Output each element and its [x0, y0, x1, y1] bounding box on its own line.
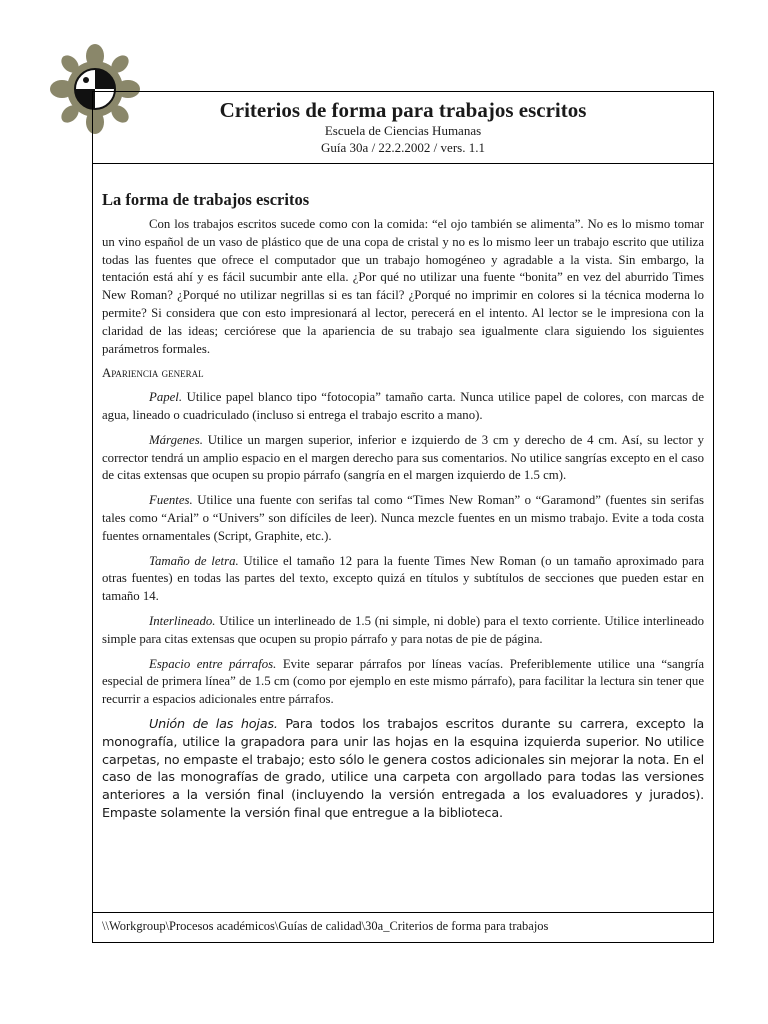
item-paper [102, 389, 704, 425]
item-term: Interlineado. [149, 613, 216, 628]
item-paragraph-spacing [102, 656, 704, 709]
item-term: Márgenes. [149, 432, 203, 447]
item-term: Tamaño de letra. [149, 553, 239, 568]
subsection-heading: Apariencia general [102, 366, 204, 381]
document-title: Criterios de forma para trabajos escritos [219, 98, 587, 122]
file-path-footer: \\Workgroup\Procesos académicos\Guías de calidad\30a_Criterios de forma para trabajos [93, 912, 713, 942]
item-term: Fuentes. [149, 493, 193, 508]
item-text: Para todos los trabajos escritos durante su carrera, excepto la monografía, utilice la grapadora para unir las hojas en la esquina izquierda superior. No utilice carpetas, no empaste el trabajo; esto sólo le genera costos adicionales sin mejorar la nota. En el caso de las monografías de grado, utilice una carpeta con argollado para todas las versiones anteriores a la versión final (incluyendo la versión entregada a los evaluadores y jurados). Empaste solamente la versión final que entregue a la biblioteca. [102, 716, 704, 821]
item-margins [102, 432, 704, 485]
item-text: Utilice un margen superior, inferior e izquierdo de 3 cm y derecho de 4 cm. Así, su lector y corrector tendrá un amplio espacio en el margen derecho para sus comentarios. No utilice sangrías excepto en el caso de citas extensas que ocupen su propio párrafo (sangría en el margen izquierdo de 1.5 cm). [102, 432, 704, 483]
item-text: Utilice papel blanco tipo “fotocopia” tamaño carta. Nunca utilice papel de colores, con marcas de agua, lineado o cuadriculado (incluso si entrega el trabajo escrito a mano). [102, 390, 704, 422]
item-text: Evite separar párrafos por líneas vacías. Preferiblemente utilice una “sangría especial de primera línea” de 1.5 cm (como por ejemplo en este mismo párrafo), para facilitar la lectura sin tener que recurrir a espacios adicionales entre párrafos. [102, 656, 705, 707]
guide-version: Guía 30a / 22.2.2002 / vers. 1.1 [321, 140, 485, 155]
item-font-size [102, 553, 704, 606]
item-term: Espacio entre párrafos. [149, 656, 277, 671]
document-header [93, 92, 713, 164]
section-heading: La forma de trabajos escritos [102, 190, 310, 209]
item-text: Utilice un interlineado de 1.5 (ni simple, ni doble) para el texto corriente. Utilice interlineado simple para citas extensas que ocupen su propio párrafo y para notas de pie de página. [102, 613, 704, 646]
item-fonts [102, 492, 704, 545]
item-term: Papel. [149, 390, 183, 405]
intro-paragraph: Con los trabajos escritos sucede como con la comida: “el ojo también se alimenta”. No es lo mismo tomar un vino español de un vaso de plástico que de una copa de cristal y no es lo mismo leer un trabajo escrito que utiliza todas las fuentes que ofrece el computador que un trabajo homogéneo y agradable a la vista. Sin embargo, la tentación está ahí y es fácil sucumbir ante ella. ¿Por qué no utilizar una fuente “bonita” en vez del aburrido Times New Roman? ¿Porqué no utilizar negrillas si es tan fácil? ¿Porqué no imprimir en colores si la técnica moderna lo permite? Si considera que con esto impresionará al lector, perecerá en el intento. Al lector se le impresiona con la claridad de las ideas; cerciórese que la apariencia de su trabajo sea igualmente clara siguiendo los siguientes parámetros formales. [102, 217, 704, 356]
item-text: Utilice el tamaño 12 para la fuente Times New Roman (o un tamaño aproximado para otras fuentes) en todas las partes del texto, excepto quizá en títulos y subtítulos de secciones que pueden estar en tamaño 14. [102, 553, 705, 604]
item-line-spacing [102, 613, 704, 649]
document-frame [92, 91, 714, 943]
item-text: Utilice una fuente con serifas tal como “Times New Roman” o “Garamond” (fuentes sin serifas tales como “Arial” o “Univers” son difíciles de leer). Nunca mezcle fuentes en un mismo trabajo. Evite a toda costa fuentes ornamentales (Script, Graphite, etc.). [102, 493, 704, 543]
school-name: Escuela de Ciencias Humanas [324, 123, 482, 138]
item-binding [102, 716, 704, 823]
document-body [93, 164, 713, 823]
item-term: Unión de las hojas. [149, 716, 278, 732]
